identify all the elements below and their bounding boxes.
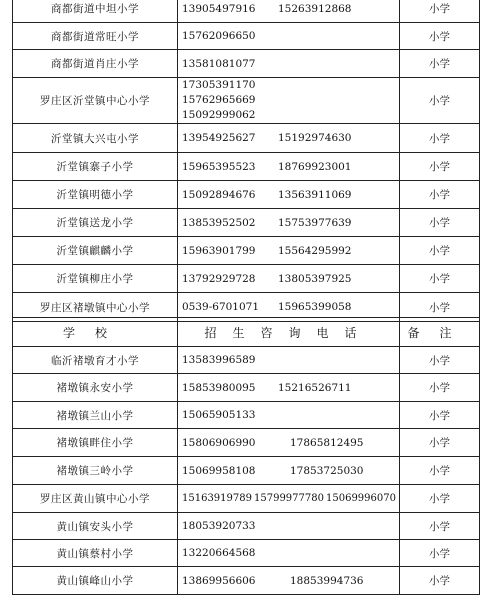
phone-number: 15963901799 [182, 244, 256, 257]
note-cell: 小学 [400, 429, 480, 457]
school-table-2 [12, 317, 480, 595]
table-row [13, 513, 480, 540]
note-cell: 小学 [400, 181, 480, 209]
note-cell: 小学 [400, 293, 480, 322]
note-cell: 小学 [400, 513, 480, 540]
header-note: 备注 [400, 318, 480, 347]
phone-number: 13905497916 [182, 2, 256, 15]
phone-number: 15853980095 [182, 381, 256, 394]
school-name: 罗庄区沂堂镇中心小学 [13, 78, 178, 124]
phone-cell [178, 429, 400, 457]
table-row [13, 153, 480, 181]
phone-number: 15092999062 [182, 109, 256, 121]
phone-number: 18053920733 [182, 520, 256, 532]
phone-cell [178, 209, 400, 237]
phone-number: 13563911069 [278, 188, 352, 201]
phone-cell [178, 78, 400, 124]
note-cell: 小学 [400, 78, 480, 124]
phone-cell [178, 50, 400, 78]
note-cell: 小学 [400, 347, 480, 374]
table-row [13, 485, 480, 513]
phone-number: 13583996589 [182, 354, 256, 366]
header-row [13, 318, 480, 347]
header-phone: 招生咨询电话 [178, 318, 400, 347]
phone-cell [178, 485, 400, 513]
phone-cell [178, 567, 400, 595]
table-row [13, 78, 480, 124]
phone-number: 13581081077 [182, 57, 256, 70]
school-name: 黄山镇峰山小学 [13, 567, 178, 595]
school-name: 罗庄区黄山镇中心小学 [13, 485, 178, 513]
note-cell: 小学 [400, 540, 480, 567]
phone-cell [178, 374, 400, 402]
phone-cell [178, 181, 400, 209]
note-cell: 小学 [400, 23, 480, 50]
phone-number: 17853725030 [290, 464, 364, 477]
school-name: 罗庄区褚墩镇中心小学 [13, 293, 178, 322]
phone-number: 15762965669 [182, 94, 256, 106]
school-name: 沂堂镇送龙小学 [13, 209, 178, 237]
phone-cell [178, 265, 400, 293]
table-row [13, 23, 480, 50]
note-cell: 小学 [400, 0, 480, 23]
phone-cell [178, 540, 400, 567]
note-cell: 小学 [400, 265, 480, 293]
table-row [13, 237, 480, 265]
phone-cell [178, 457, 400, 485]
phone-number: 15753977639 [278, 216, 352, 229]
note-cell: 小学 [400, 457, 480, 485]
phone-number: 15065905133 [182, 409, 256, 421]
phone-number: 13220664568 [182, 547, 256, 559]
phone-cell [178, 153, 400, 181]
school-name: 沂堂镇寨子小学 [13, 153, 178, 181]
table-row [13, 209, 480, 237]
note-cell: 小学 [400, 567, 480, 595]
school-name: 商都街道常旺小学 [13, 23, 178, 50]
phone-cell [178, 237, 400, 265]
school-name: 商都街道中坦小学 [13, 0, 178, 23]
phone-cell [178, 0, 400, 23]
note-cell: 小学 [400, 124, 480, 153]
phone-number: 15965395523 [182, 160, 256, 173]
phone-number: 17305391170 [182, 79, 256, 91]
school-name: 褚墩镇畔住小学 [13, 429, 178, 457]
phone-number: 13869956606 [182, 574, 256, 587]
note-cell: 小学 [400, 209, 480, 237]
note-cell: 小学 [400, 153, 480, 181]
note-cell: 小学 [400, 402, 480, 429]
phone-number: 15092894676 [182, 188, 256, 201]
phone-number: 13853952502 [182, 216, 256, 229]
phone-number: 13805397925 [278, 272, 352, 285]
school-name: 沂堂镇明德小学 [13, 181, 178, 209]
table-row [13, 540, 480, 567]
phone-cell [178, 23, 400, 50]
phone-number: 15564295992 [278, 244, 352, 257]
table-row [13, 457, 480, 485]
phone-number: 15263912868 [278, 2, 352, 15]
note-cell: 小学 [400, 374, 480, 402]
school-name: 褚墩镇三岭小学 [13, 457, 178, 485]
phone-number: 15163919789 [182, 493, 252, 504]
table-row [13, 402, 480, 429]
school-name: 沂堂镇大兴屯小学 [13, 124, 178, 153]
table-row [13, 429, 480, 457]
table-row [13, 124, 480, 153]
phone-number: 15965399058 [278, 301, 352, 313]
phone-cell [178, 513, 400, 540]
school-name: 褚墩镇兰山小学 [13, 402, 178, 429]
phone-number: 13954925627 [182, 132, 256, 144]
school-name: 褚墩镇永安小学 [13, 374, 178, 402]
table-row [13, 347, 480, 374]
phone-number: 13792929728 [182, 272, 256, 285]
note-cell: 小学 [400, 50, 480, 78]
table-row [13, 567, 480, 595]
phone-cell [178, 347, 400, 374]
school-table-1 [12, 0, 480, 322]
phone-number: 15069996070 [326, 493, 396, 504]
phone-cell [178, 124, 400, 153]
table-row [13, 265, 480, 293]
note-cell: 小学 [400, 237, 480, 265]
phone-number: 15799977780 [254, 493, 324, 504]
table-row [13, 181, 480, 209]
phone-number: 15192974630 [278, 132, 352, 144]
table-row [13, 374, 480, 402]
note-cell: 小学 [400, 485, 480, 513]
phone-number: 15069958108 [182, 464, 256, 477]
school-name: 黄山镇蔡村小学 [13, 540, 178, 567]
school-name: 沂堂镇麒麟小学 [13, 237, 178, 265]
phone-line [182, 78, 399, 108]
phone-cell [178, 402, 400, 429]
school-name: 临沂褚墩育才小学 [13, 347, 178, 374]
school-name: 沂堂镇柳庄小学 [13, 265, 178, 293]
school-name: 商都街道肖庄小学 [13, 50, 178, 78]
table-row [13, 0, 480, 23]
phone-number: 15216526711 [278, 381, 352, 394]
school-name: 黄山镇安头小学 [13, 513, 178, 540]
phone-number: 18853994736 [290, 574, 364, 587]
phone-number: 17865812495 [290, 436, 364, 449]
phone-number: 0539-6701071 [182, 301, 260, 313]
phone-number: 15806906990 [182, 436, 256, 449]
phone-number: 15762096650 [182, 30, 256, 42]
table-row [13, 50, 480, 78]
header-school: 学校 [13, 318, 178, 347]
phone-number: 18769923001 [278, 160, 352, 173]
